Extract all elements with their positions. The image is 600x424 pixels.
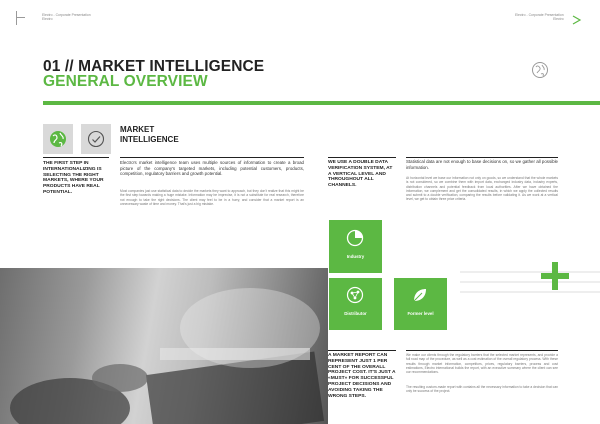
pie-chart-icon bbox=[346, 229, 364, 247]
tile-distributor-label: Distributor bbox=[344, 311, 367, 316]
decor-plus-pattern bbox=[460, 262, 600, 302]
left-lead-rule bbox=[120, 157, 304, 158]
check-icon-box bbox=[81, 124, 111, 154]
right-body2-rule bbox=[406, 350, 558, 351]
right-body-text: At horizontal level we base our information not only on goods, so we understand that the whole markets is not considered, so we combine them with import data, exchanged industry data, industry experts, distribution channels and potential feedback from local authorities. After we have obtained the information, we complement and get the consolidated results, in which we apply the collected results and submit to a double verification, comparing the results before validating it. As we work at a vertical level, we get to obtain three price criteria. bbox=[406, 176, 558, 202]
page-subtitle: GENERAL OVERVIEW bbox=[43, 73, 208, 90]
tile-former bbox=[394, 278, 447, 330]
photo-hands-laptop bbox=[0, 268, 328, 424]
right-callout: WE USE A DOUBLE DATA VERIFICATION SYSTEM, AT A VERTICAL LEVEL AND THROUGHOUT ALL CHANNELS. bbox=[328, 160, 393, 189]
tile-former-label: Former level bbox=[407, 311, 434, 316]
right-callout2-rule bbox=[328, 350, 396, 351]
section-heading bbox=[120, 125, 179, 145]
leaf-icon bbox=[411, 286, 429, 304]
page-title: 01 // MARKET INTELLIGENCE bbox=[43, 58, 265, 75]
header-left-text bbox=[42, 13, 91, 21]
right-body3-text: The resulting custom-made report with contains all the necessary information to take a decision that can only be success of the project. bbox=[406, 385, 558, 394]
header-right-text bbox=[515, 13, 564, 21]
arrow-mark-icon bbox=[571, 14, 583, 26]
tile-industry-label: Industry bbox=[346, 254, 365, 259]
section-heading-line2: INTELLIGENCE bbox=[120, 135, 179, 144]
right-body2-text: We make our clients through the regulatory barriers that the selected market represents, and provide a full road map of the procedure, as well as a cost estimation of the overall regulatory process. With these results through market information, competitors, prices, regulatory barriers, process and cost estimations, Electro international builds the report, with an executive summary where the client can see our recommendations. bbox=[406, 353, 558, 375]
tile-distributor bbox=[329, 278, 382, 330]
globe-icon-box bbox=[43, 124, 73, 154]
header-left-mark bbox=[16, 11, 26, 25]
check-icon bbox=[87, 130, 105, 148]
left-callout-rule bbox=[43, 157, 109, 158]
header-left-line1: Electro - Corporate Presentation bbox=[42, 13, 91, 17]
header-right-line1: Electro - Corporate Presentation bbox=[515, 13, 564, 17]
header-right-mark bbox=[571, 13, 583, 25]
title-rule bbox=[43, 101, 600, 105]
section-heading-line1: MARKET bbox=[120, 125, 155, 134]
right-callout2: A MARKET REPORT CAN REPRESENT JUST 1 PER CENT OF THE OVERALL PROJECT COST. IT'S JUST A «MUST» FOR SUCCESSFUL PROJECT DECISIONS AND AVOIDING TAKING THE WRONG STEPS. bbox=[328, 353, 396, 399]
globe-icon bbox=[49, 130, 67, 148]
globe-corner-icon bbox=[531, 61, 549, 79]
network-globe-icon bbox=[346, 286, 364, 304]
photo-illustration bbox=[0, 268, 328, 424]
left-callout: THE FIRST STEP IN INTERNATIONALIZING IS SELECTING THE RIGHT MARKETS, WHERE YOUR PRODUCTS HAVE REAL POTENTIAL. bbox=[43, 161, 104, 195]
header-left-line2: Electro bbox=[42, 17, 53, 21]
left-body-text: Most companies just use statistical data to decide the markets they want to approach, but they don't realize that this might be the first step towards making a huge mistake. Information may be imprecise, it is not a substitute for real research, therefore not enough to take the right decisions. The client may feel to be in a hurry, and consider that a market report is an unnecessary waste of time and money. That's just a big mistake. bbox=[120, 189, 304, 206]
right-callout-rule bbox=[328, 157, 396, 158]
header-right-line2: Electro bbox=[553, 17, 564, 21]
left-lead-text: Electro's market intelligence team uses multiple sources of information to create a broad picture of the company's targeted markets, including potential customers, products, competition, regulatory barriers and growth potential. bbox=[120, 160, 304, 177]
right-lead-text: Statistical data are not enough to base decisions on, so we gather all possible information. bbox=[406, 159, 558, 170]
right-lead-rule bbox=[406, 157, 558, 158]
tile-industry bbox=[329, 220, 382, 273]
